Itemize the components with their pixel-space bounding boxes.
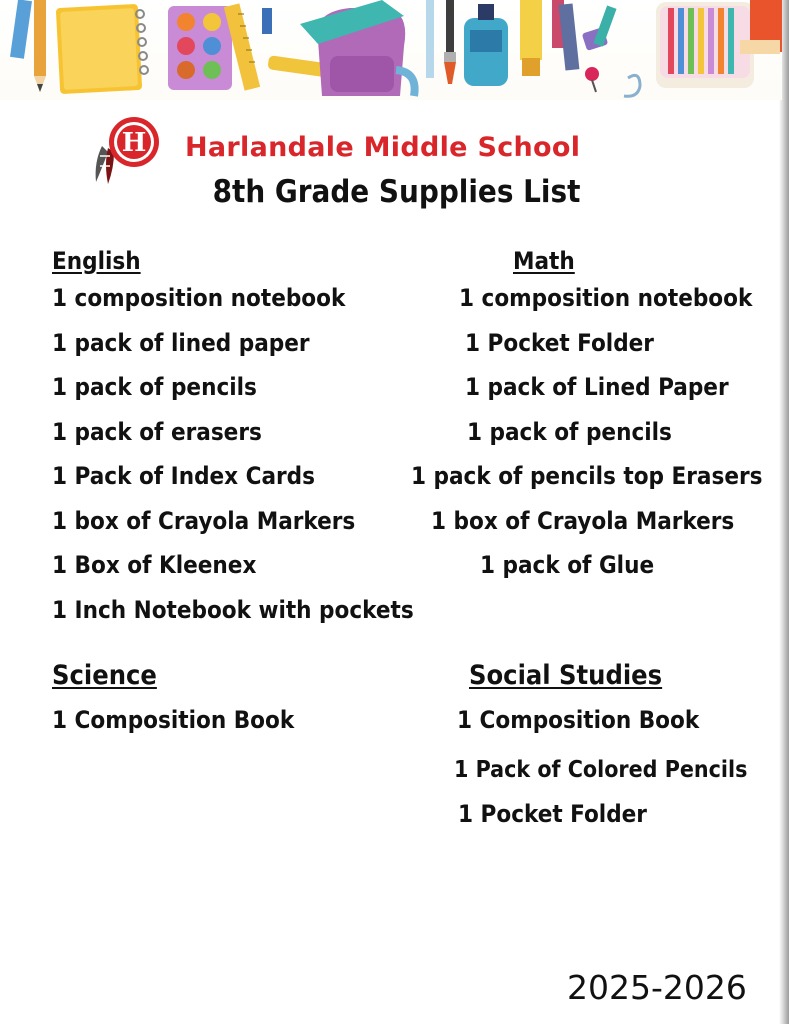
- notebook-icon: [56, 4, 148, 94]
- list-item: 1 pack of pencils top Erasers: [411, 462, 763, 490]
- section-heading-social-studies: Social Studies: [469, 660, 663, 691]
- list-item: 1 Pocket Folder: [458, 800, 647, 828]
- pushpin-icon: [585, 67, 640, 96]
- list-item: 1 box of Crayola Markers: [52, 507, 356, 535]
- list-item: 1 Composition Book: [457, 706, 700, 734]
- list-item: 1 pack of lined paper: [52, 329, 310, 357]
- list-item: 1 box of Crayola Markers: [431, 507, 735, 535]
- list-item: 1 pack of Glue: [480, 551, 655, 579]
- list-item: 1 Inch Notebook with pockets: [52, 596, 414, 624]
- section-heading-english: English: [52, 247, 141, 275]
- pencil-case-icon: [656, 0, 782, 88]
- section-heading-science: Science: [52, 660, 157, 691]
- list-item: 1 pack of erasers: [52, 418, 262, 446]
- list-item: 1 Composition Book: [52, 706, 295, 734]
- list-item: 1 Pocket Folder: [465, 329, 654, 357]
- list-item: 1 pack of Lined Paper: [465, 373, 729, 401]
- school-year: 2025-2026: [567, 968, 747, 1007]
- list-item: 1 pack of pencils: [467, 418, 672, 446]
- school-supplies-banner: [0, 0, 782, 100]
- list-item: 1 Pack of Colored Pencils: [454, 757, 748, 783]
- school-name: Harlandale Middle School: [185, 132, 581, 163]
- list-item: 1 composition notebook: [459, 284, 753, 312]
- paintbrush-icon: [426, 0, 456, 84]
- list-item: 1 composition notebook: [52, 284, 346, 312]
- list-item: 1 Box of Kleenex: [52, 551, 257, 579]
- section-heading-math: Math: [513, 247, 575, 275]
- list-item: 1 pack of pencils: [52, 373, 257, 401]
- sharpener-icon: [582, 5, 617, 50]
- backpack-icon: [300, 0, 415, 96]
- page-title-text: 8th Grade Supplies List: [212, 174, 581, 210]
- page-title: [0, 174, 789, 210]
- pencil-icon: [10, 0, 46, 92]
- page-edge-shadow: [779, 0, 789, 1024]
- logo-letter: H: [121, 128, 147, 158]
- paint-palette-icon: [168, 6, 232, 90]
- glue-icon: [464, 4, 508, 86]
- list-item: 1 Pack of Index Cards: [52, 462, 315, 490]
